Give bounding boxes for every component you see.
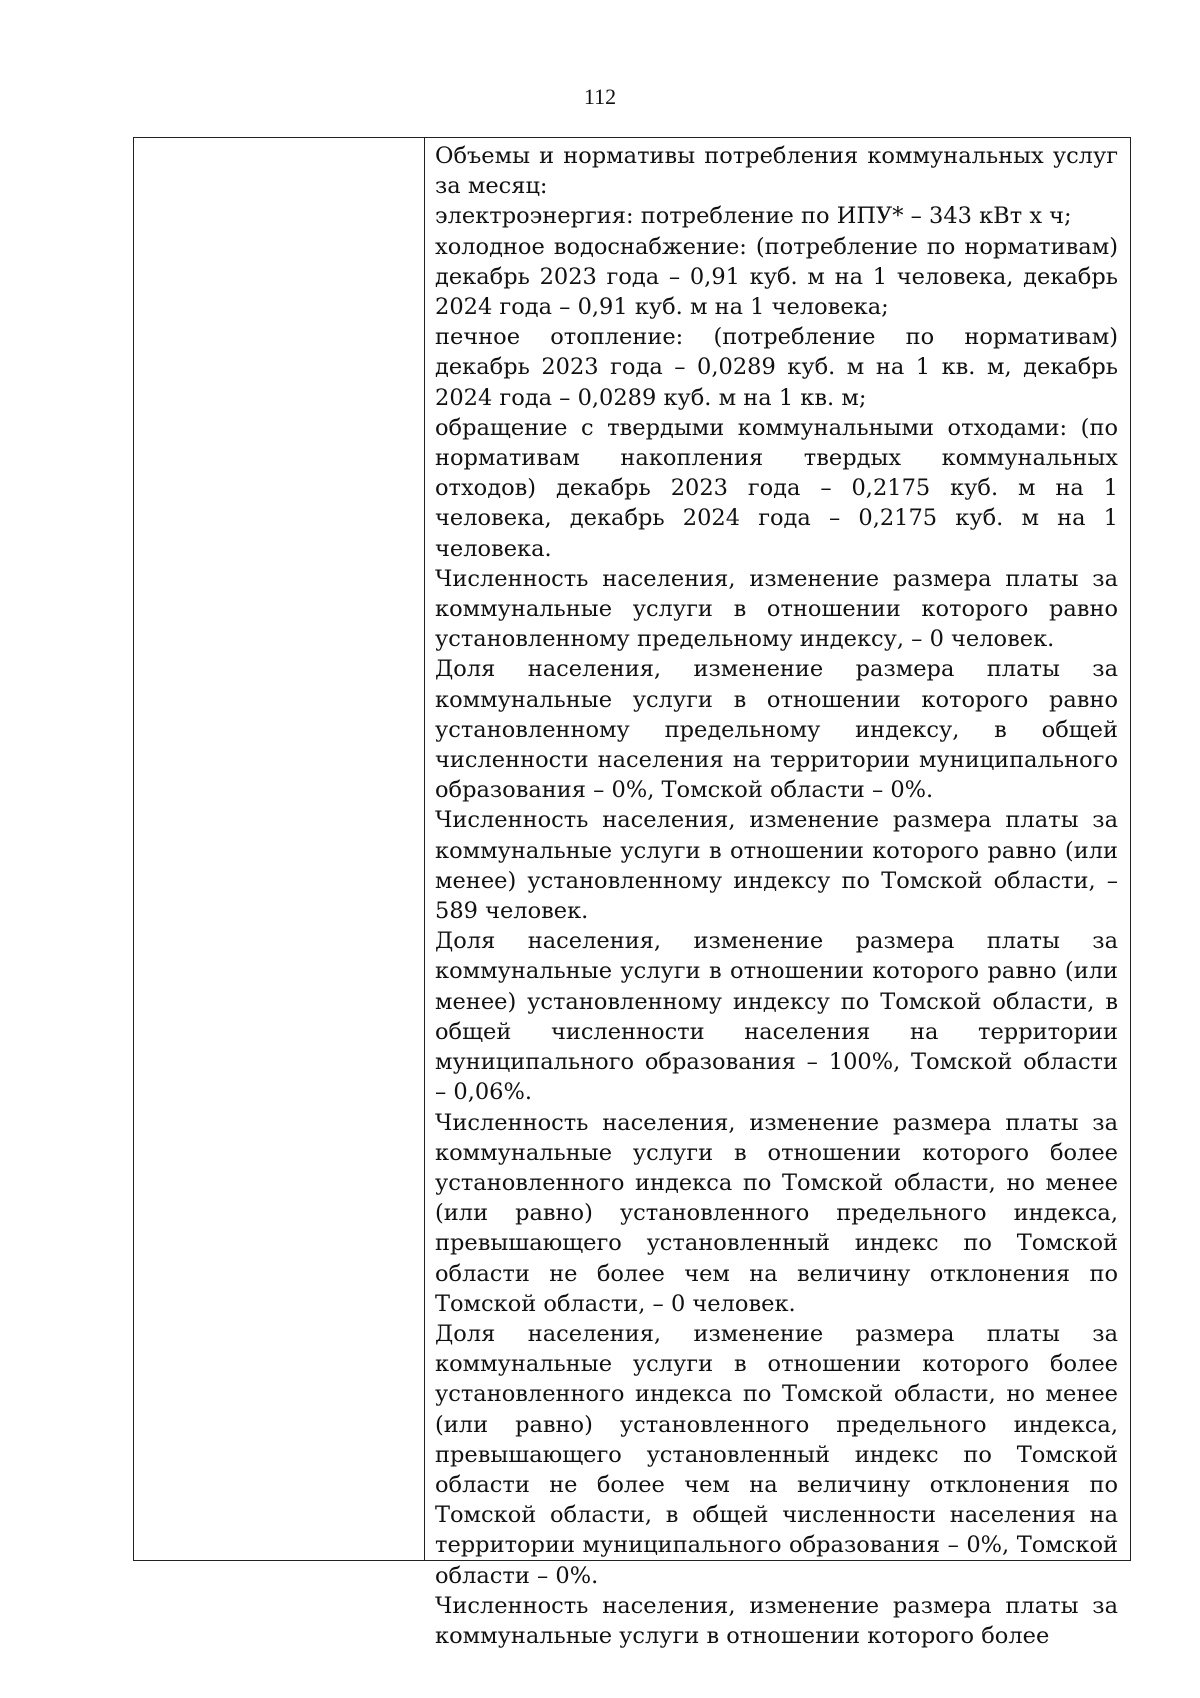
- paragraph-population-equal-limit-index: Численность населения, изменение размера платы за коммунальные услуги в отношении которого равно установленному предельному индексу, – 0 человек.: [435, 565, 1118, 653]
- paragraph-population-continued: Численность населения, изменение размера платы за коммунальные услуги в отношении которого более: [435, 1592, 1118, 1649]
- paragraph-cold-water: холодное водоснабжение: (потребление по нормативам) декабрь 2023 года – 0,91 куб. м на 1 человека, декабрь 2024 года – 0,91 куб. м на 1 человека;: [435, 233, 1118, 321]
- paragraph-stove-heating: печное отопление: (потребление по нормативам) декабрь 2023 года – 0,0289 куб. м на 1 кв. м, декабрь 2024 года – 0,0289 куб. м на 1 кв. м;: [435, 324, 1118, 411]
- paragraph-share-equal-limit-index: Доля населения, изменение размера платы за коммунальные услуги в отношении которого равно установленному предельному индексу, в общей численности населения на территории муниципального образования – 0%, Томской области – 0%.: [435, 656, 1118, 804]
- document-table: [133, 137, 1131, 1649]
- paragraph-solid-waste: обращение с твердыми коммунальными отходами: (по нормативам накопления твердых коммунальных отходов) декабрь 2023 года – 0,2175 куб. м на 1 человека, декабрь 2024 года – 0,2175 куб. м на 1 человека.: [435, 414, 1118, 562]
- paragraph-electricity: электроэнергия: потребление по ИПУ* – 343 кВт х ч;: [435, 203, 1072, 230]
- table-cell-right: [425, 138, 1130, 1649]
- paragraph-population-above-index: Численность населения, изменение размера платы за коммунальные услуги в отношении которого более установленного индекса по Томской области, но менее (или равно) установленного предельного индекса, превышающего установленный индекс по Томской области не более чем на величину отклонения по Томской области, – 0 человек.: [435, 1109, 1118, 1317]
- page-number: 112: [583, 84, 617, 109]
- paragraph-population-equal-or-less-index: Численность населения, изменение размера платы за коммунальные услуги в отношении которого равно (или менее) установленному индексу по Томской области, – 589 человек.: [435, 807, 1118, 925]
- table-cell-left: [134, 138, 425, 1560]
- paragraph-share-equal-or-less-index: Доля населения, изменение размера платы за коммунальные услуги в отношении которого равно (или менее) установленному индексу по Томской области, в общей численности населения на территории муниципального образования – 100%, Томской области – 0,06%.: [435, 928, 1118, 1106]
- paragraph-consumption-volumes-heading: Объемы и нормативы потребления коммунальных услуг за месяц:: [435, 143, 1118, 200]
- paragraph-share-above-index: Доля населения, изменение размера платы за коммунальные услуги в отношении которого более установленного индекса по Томской области, но менее (или равно) установленного предельного индекса, превышающего установленный индекс по Томской области не более чем на величину отклонения по Томской области, в общей численности населения на территории муниципального образования – 0%, Томской области – 0%.: [435, 1320, 1118, 1589]
